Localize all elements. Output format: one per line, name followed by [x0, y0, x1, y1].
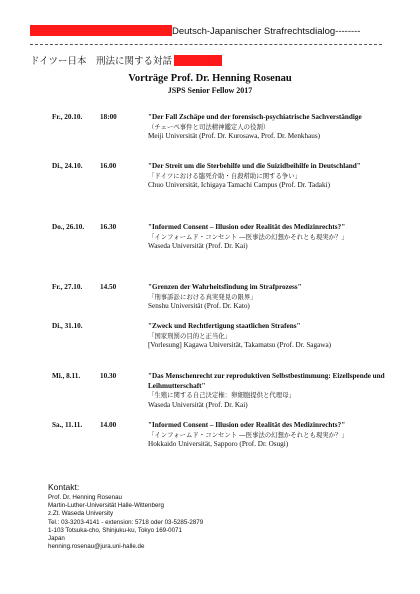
event-date: Di., 31.10. — [52, 322, 83, 330]
header-de-text: Deutsch-Japanischer Strafrechtsdialog-------- — [172, 26, 361, 37]
event-date: Di., 24.10. — [52, 162, 83, 170]
event-time: 14.00 — [100, 421, 117, 429]
event-title-jp: （チェーぺ事件と司法精神鑑定人の役割） — [148, 122, 270, 131]
page-subtitle: JSPS Senior Fellow 2017 — [167, 86, 253, 95]
event-title-jp: 「刑事訴訟における真実発見の限界」 — [148, 292, 257, 301]
event-title-jp: 「国家刑罰の目的と正当化」 — [148, 331, 232, 340]
event-body — [148, 322, 388, 351]
event-title-jp: 「インフォームド・コンセント ―医事法の幻想かそれとも現実か？」 — [148, 430, 348, 439]
header-jp-text: ドイツー日本 刑法に関する対話 — [30, 56, 173, 67]
redaction-bar — [30, 25, 172, 36]
event-title-jp: 「生殖に関する自己決定権：卵細胞提供と代理母」 — [148, 391, 295, 399]
header-line-jp — [30, 53, 380, 67]
contact-visiting: z.Zt. Waseda University — [48, 510, 114, 518]
event-place: [Vorlesung] Kagawa Universität, Takamatsu (Prof. Dr. Sagawa) — [148, 341, 332, 349]
event-title: "Zweck und Rechtfertigung staatlichen Strafens" — [148, 322, 301, 330]
event-place: Meiji Universität (Prof. Dr. Kurosawa, Prof. Dr. Menkhaus) — [148, 132, 321, 140]
header-divider — [30, 44, 382, 45]
page-title: Vorträge Prof. Dr. Henning Rosenau — [128, 73, 292, 84]
contact-country: Japan — [48, 535, 65, 543]
redaction-bar — [174, 55, 222, 66]
event-time: 18:00 — [100, 113, 117, 121]
event-place: Hokkaido Universität, Sapporo (Prof. Dr. Osugi) — [148, 440, 289, 448]
event-body — [148, 223, 388, 252]
event-date: Fr., 20.10. — [52, 113, 83, 121]
contact-phone: Tel.: 03-3203-4141 - extension: 5718 oder 03-5285-2879 — [48, 518, 204, 526]
contact-block — [48, 482, 203, 551]
event-time: 10.30 — [100, 372, 117, 380]
event-place: Chuo Universität, Ichigaya Tamachi Campus (Prof. Dr. Tadaki) — [148, 181, 330, 189]
event-title: "Informed Consent – Illusion oder Realität des Medizinrechts?" — [148, 223, 346, 231]
event-date: Sa., 11.11. — [52, 421, 83, 429]
event-title: "Der Fall Zschäpe und der forensisch-psychiatrische Sachverständige — [148, 113, 362, 121]
event-date: Do., 26.10. — [52, 223, 85, 231]
event-body — [148, 283, 388, 312]
event-time: 14.50 — [100, 283, 117, 291]
event-date: Fr., 27.10. — [52, 283, 83, 291]
event-place: Waseda Universität (Prof. Dr. Kai) — [148, 242, 248, 250]
event-date: Mi., 8.11. — [52, 372, 81, 380]
event-title-jp: 「インフォームド・コンセント ―医事法の幻想かそれとも現実か？」 — [148, 232, 348, 241]
event-time: 16.00 — [100, 162, 117, 170]
event-title-jp: 「ドイツにおける臨死介助・自殺幇助に関する争い」 — [148, 171, 302, 180]
event-body — [148, 421, 388, 450]
contact-address: 1-103 Totsuka-cho, Shinjuku-ku, Tokyo 169-0071 — [48, 526, 182, 534]
contact-email[interactable]: henning.rosenau@jura.uni-halle.de — [48, 543, 145, 551]
event-body — [148, 372, 388, 410]
event-place: Waseda Universität (Prof. Dr. Kai) — [148, 400, 248, 409]
event-title: "Der Streit um die Sterbehilfe und die Suizidbeihilfe in Deutschland" — [148, 162, 361, 170]
event-title: "Informed Consent – Illusion oder Realität des Medizinrechts?" — [148, 421, 346, 429]
event-body — [148, 113, 388, 142]
header-line-de — [30, 25, 380, 37]
contact-name: Prof. Dr. Henning Rosenau — [48, 494, 122, 501]
contact-heading: Kontakt: — [48, 482, 80, 492]
event-title: "Das Menschenrecht zur reproduktiven Selbstbestimmung: Eizellspende und Leihmutterschaft" — [148, 372, 385, 390]
event-body — [148, 162, 388, 191]
event-title: "Grenzen der Wahrheitsfindung im Strafprozess" — [148, 283, 302, 291]
contact-affiliation: Martin-Luther-Universität Halle-Wittenberg — [48, 502, 164, 510]
event-time: 16.30 — [100, 223, 117, 231]
event-place: Senshu Universität (Prof. Dr. Kato) — [148, 302, 250, 310]
